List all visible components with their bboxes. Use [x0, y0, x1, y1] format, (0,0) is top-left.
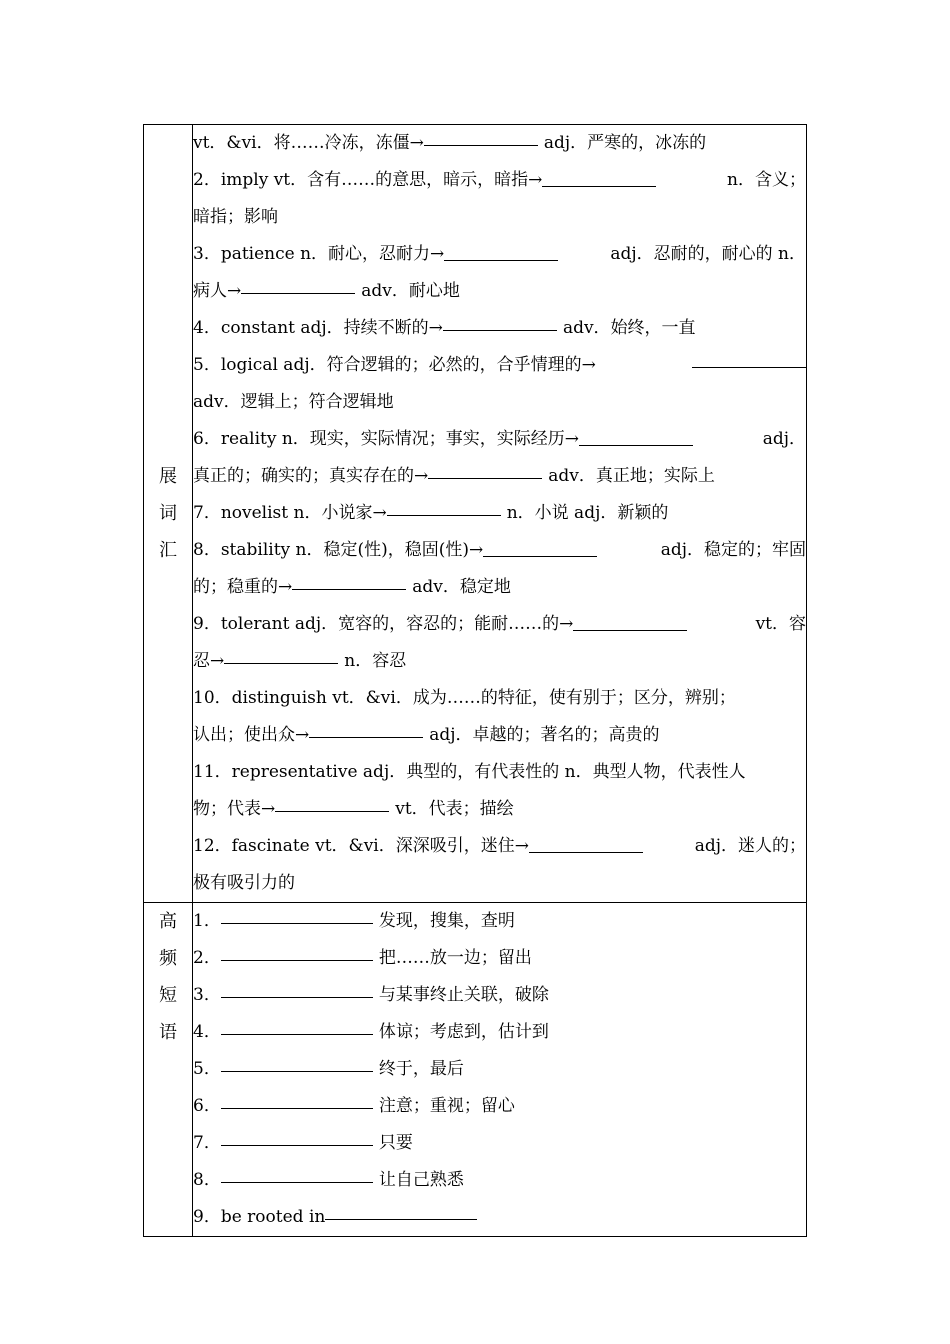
answer-blank[interactable] — [241, 273, 355, 294]
phrase-item: 7． 只要 — [193, 1125, 806, 1162]
answer-blank[interactable] — [221, 1162, 373, 1183]
phrase-item: 2． 把……放一边；留出 — [193, 940, 806, 977]
vocab-line: 9．tolerant adj．宽容的，容忍的；能耐……的→ vt．容 — [193, 606, 806, 643]
answer-blank[interactable] — [443, 310, 557, 331]
vocab-line: 病人→ adv．耐心地 — [193, 273, 806, 310]
phrase-item: 1． 发现，搜集，查明 — [193, 903, 806, 940]
answer-blank[interactable] — [221, 940, 373, 961]
phrase-item: 4． 体谅；考虑到，估计到 — [193, 1014, 806, 1051]
answer-blank[interactable] — [579, 425, 693, 446]
vocab-line: 3．patience n．耐心，忍耐力→ adj．忍耐的，耐心的 n． — [193, 236, 806, 273]
expand-vocab-row — [144, 125, 807, 903]
vocab-line: 暗指；影响 — [193, 207, 278, 227]
answer-blank[interactable] — [221, 1088, 373, 1109]
vocab-line: 真正的；确实的；真实存在的→ adv．真正地；实际上 — [193, 458, 806, 495]
vocab-line: 10．distinguish vt．&vi．成为……的特征，使有别于；区分，辨别； — [193, 688, 736, 708]
section-label-char: 语 — [159, 1022, 177, 1043]
vocab-line: 6．reality n．现实，实际情况；事实，实际经历→ adj． — [193, 421, 806, 458]
answer-blank[interactable] — [221, 1051, 373, 1072]
phrase-item: 6． 注意；重视；留心 — [193, 1088, 806, 1125]
section-label-char: 高 — [159, 911, 177, 932]
section-label-char: 短 — [159, 985, 177, 1006]
vocab-line: 5．logical adj．符合逻辑的；必然的，合乎情理的→ — [193, 347, 806, 384]
vocab-line: 11．representative adj．典型的，有代表性的 n．典型人物，代表性人 — [193, 762, 746, 782]
answer-blank[interactable] — [325, 1199, 477, 1220]
answer-blank[interactable] — [224, 643, 338, 664]
answer-blank[interactable] — [424, 125, 538, 146]
answer-blank[interactable] — [542, 166, 656, 187]
vocabulary-table — [143, 124, 807, 1237]
answer-blank[interactable] — [221, 1125, 373, 1146]
answer-blank[interactable] — [292, 569, 406, 590]
vocab-line: 8．stability n．稳定(性)，稳固(性)→ adj．稳定的；牢固 — [193, 532, 806, 569]
section-label-char: 展 — [159, 466, 177, 487]
answer-blank[interactable] — [221, 903, 373, 924]
vocab-line: 7．novelist n．小说家→ n．小说 adj．新颖的 — [193, 495, 806, 532]
phrase-item: 5． 终于，最后 — [193, 1051, 806, 1088]
answer-blank[interactable] — [428, 458, 542, 479]
phrases-label-cell — [144, 903, 193, 1237]
answer-blank[interactable] — [221, 977, 373, 998]
answer-blank[interactable] — [529, 832, 643, 853]
vocab-line: 的；稳重的→ adv．稳定地 — [193, 569, 806, 606]
answer-blank[interactable] — [444, 240, 558, 261]
phrase-item: 9． be rooted in — [193, 1199, 806, 1236]
section-label-char: 频 — [159, 948, 177, 969]
expand-vocab-label-cell — [144, 125, 193, 903]
vocab-line: vt．&vi．将……冷冻，冻僵→ adj．严寒的，冰冻的 — [193, 125, 806, 162]
vocab-line: 忍→ n．容忍 — [193, 643, 806, 680]
vocab-line: 12．fascinate vt．&vi．深深吸引，迷住→ adj．迷人的； — [193, 828, 806, 865]
vocab-line: 4．constant adj．持续不断的→ adv．始终，一直 — [193, 310, 806, 347]
vocab-line: 认出；使出众→ adj．卓越的；著名的；高贵的 — [193, 717, 806, 754]
answer-blank[interactable] — [387, 495, 501, 516]
phrase-item: 3． 与某事终止关联，破除 — [193, 977, 806, 1014]
vocab-line: 极有吸引力的 — [193, 873, 295, 893]
answer-blank[interactable] — [483, 536, 597, 557]
expand-vocab-content — [193, 125, 807, 903]
answer-blank[interactable] — [221, 1014, 373, 1035]
answer-blank[interactable] — [573, 610, 687, 631]
answer-blank[interactable] — [309, 717, 423, 738]
phrases-row — [144, 903, 807, 1237]
section-label-char: 汇 — [159, 540, 177, 561]
vocab-line: 物；代表→ vt．代表；描绘 — [193, 791, 806, 828]
vocab-line: 2．imply vt．含有……的意思，暗示，暗指→ n．含义； — [193, 162, 806, 199]
phrases-content — [193, 903, 807, 1237]
answer-blank[interactable] — [275, 791, 389, 812]
answer-blank[interactable] — [692, 347, 806, 368]
section-label-char: 词 — [159, 503, 177, 524]
phrase-item: 8． 让自己熟悉 — [193, 1162, 806, 1199]
vocab-line: adv．逻辑上；符合逻辑地 — [193, 392, 394, 412]
